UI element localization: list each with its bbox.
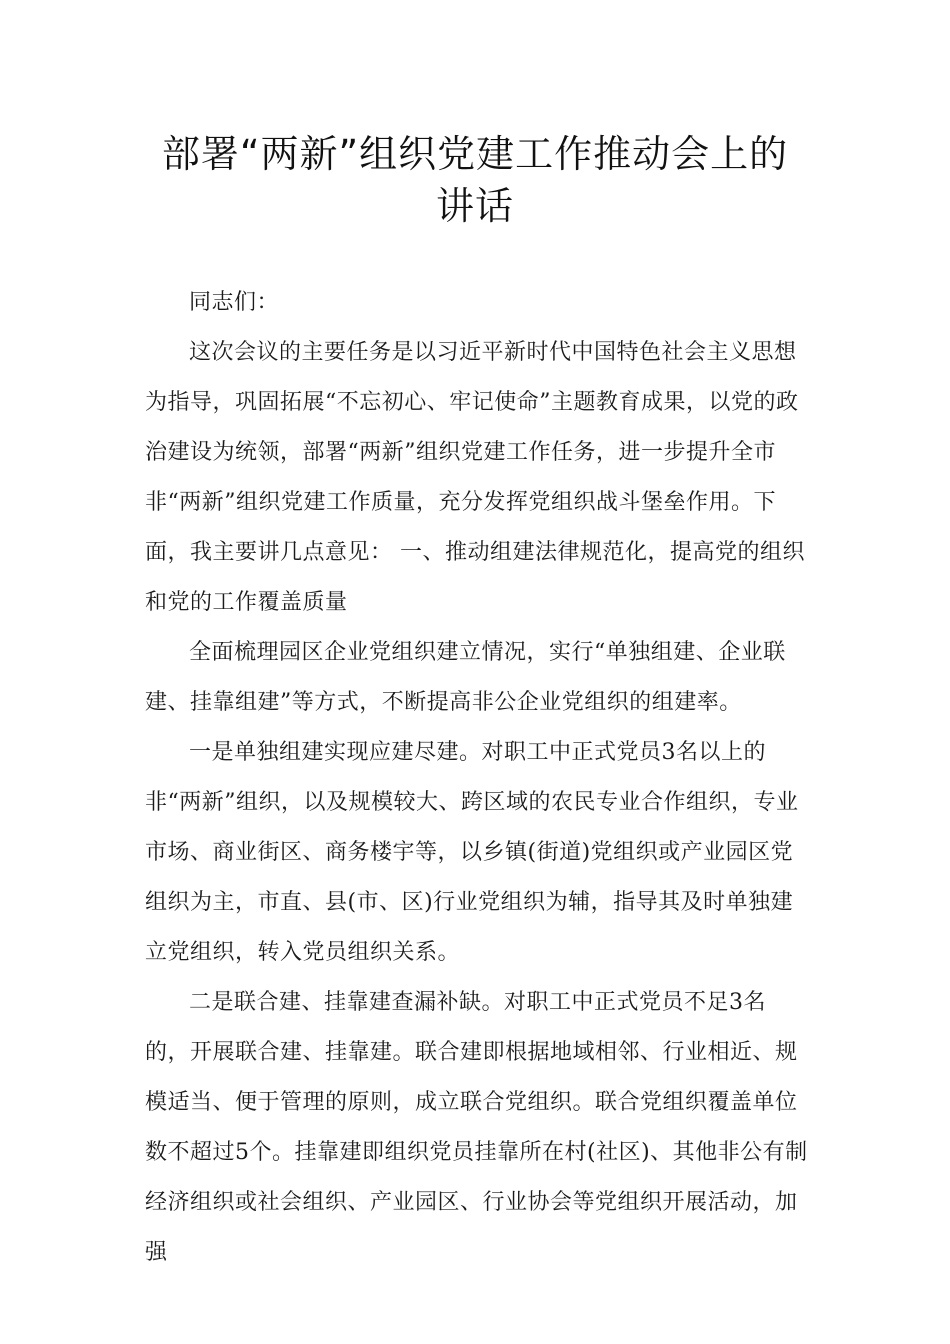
title-line-2: 讲话: [435, 184, 514, 228]
paragraph-overview: 全面梳理园区企业党组织建立情况，实行“单独组建、企业联建、挂靠组建”等方式，不断提高非公企业党组织的组建率。: [145, 640, 786, 715]
paragraph-point-two: 二是联合建、挂靠建查漏补缺。对职工中正式党员不足3名的，开展联合建、挂靠建。联合建即根据地域相邻、行业相近、规模适当、便于管理的原则，成立联合党组织。联合党组织覆盖单位数不超过5个。挂靠建即组织党员挂靠所在村(社区)、其他非公有制经济组织或社会组织、产业园区、行业协会等党组织开展活动，加强: [145, 990, 808, 1265]
paragraph-intro: 这次会议的主要任务是以习近平新时代中国特色社会主义思想为指导，巩固拓展“不忘初心、牢记使命”主题教育成果，以党的政治建设为统领，部署“两新”组织党建工作任务，进一步提升全市非“两新”组织党建工作质量，充分发挥党组织战斗堡垒作用。下面，我主要讲几点意见： 一、推动组建法律规范化，提高党的组织和党的工作覆盖质量: [145, 340, 805, 615]
title-line-1: 部署“两新”组织党建工作推动会上的: [161, 132, 789, 176]
document-title: [100, 128, 850, 232]
salutation: 同志们：: [189, 290, 280, 315]
paragraph-point-one: 一是单独组建实现应建尽建。对职工中正式党员3名以上的非“两新”组织，以及规模较大、跨区域的农民专业合作组织，专业市场、商业街区、商务楼宇等，以乡镇(街道)党组织或产业园区党组织为主，市直、县(市、区)行业党组织为辅，指导其及时单独建立党组织，转入党员组织关系。: [145, 740, 799, 965]
document-body: [145, 278, 810, 1278]
